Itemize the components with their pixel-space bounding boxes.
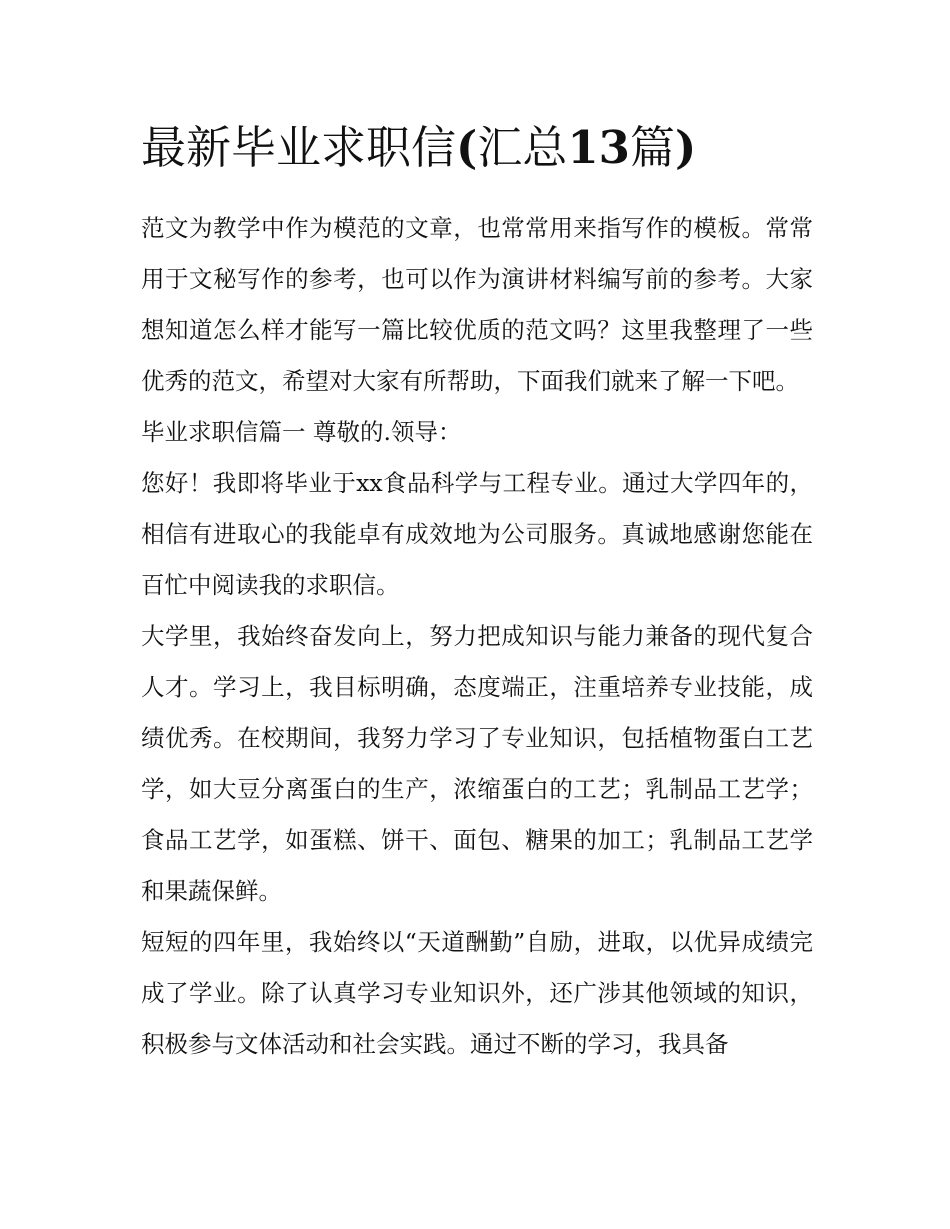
- intro-paragraph: 范文为教学中作为模范的文章，也常常用来指写作的模板。常常用于文秘写作的参考，也可以作为演讲材料编写前的参考。大家想知道怎么样才能写一篇比较优质的范文吗？这里我整理了一些优秀的范文，希望对大家有所帮助，下面我们就来了解一下吧。: [141, 214, 813, 395]
- title-bold-run: 13: [567, 121, 630, 174]
- title-bold-run: ): [674, 121, 697, 174]
- letter-heading: 毕业求职信篇一 尊敬的.领导：: [141, 418, 462, 446]
- document-content: [141, 118, 813, 1070]
- document-title: 最新毕业求职信(汇总13篇): [141, 121, 697, 174]
- letter-paragraph: 大学里，我始终奋发向上，努力把成知识与能力兼备的现代复合人才。学习上，我目标明确，态度端正，注重培养专业技能，成绩优秀。在校期间，我努力学习了专业知识，包括植物蛋白工艺学，如大豆分离蛋白的生产，浓缩蛋白的工艺；乳制品工艺学；食品工艺学，如蛋糕、饼干、面包、糖果的加工；乳制品工艺学和果蔬保鲜。: [141, 622, 813, 905]
- document-body: [141, 203, 813, 1070]
- letter-paragraph: 您好！我即将毕业于xx食品科学与工程专业。通过大学四年的，相信有进取心的我能卓有成效地为公司服务。真诚地感谢您能在百忙中阅读我的求职信。: [141, 469, 813, 599]
- title-bold-run: (: [456, 121, 478, 174]
- letter-paragraph: 短短的四年里，我始终以“天道酬勤”自励，进取，以优异成绩完成了学业。除了认真学习专业知识外，还广涉其他领域的知识，积极参与文体活动和社会实践。通过不断的学习，我具备: [141, 928, 813, 1058]
